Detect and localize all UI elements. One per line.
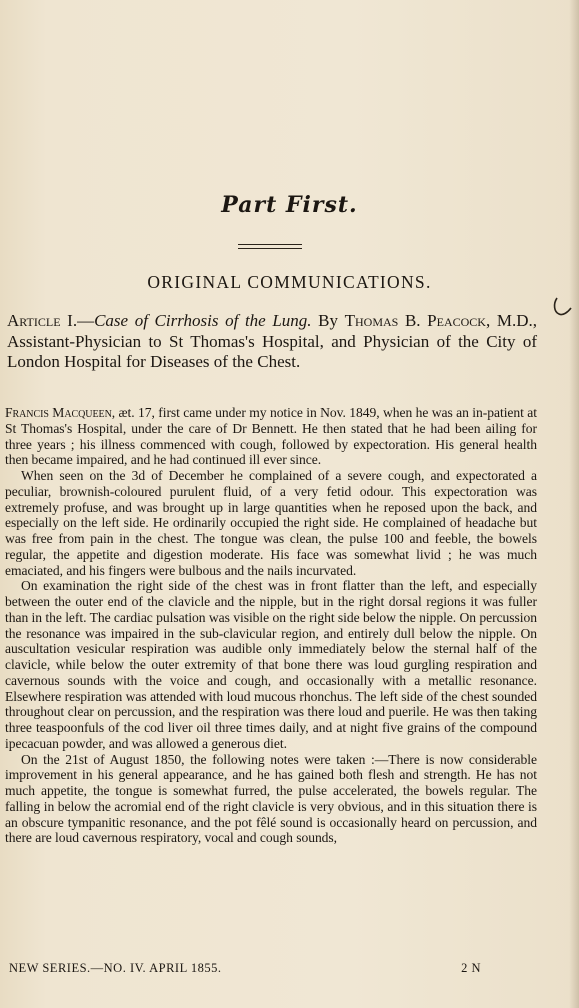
article-author-details: M.D., Assistant-Physician to St Thomas's Hospital, and Physician of the City of London Hospital for Diseases of the Chest. [7, 311, 537, 371]
paragraph-4: On the 21st of August 1850, the following notes were taken :—There is now considerable improvement in his general appearance, and he has gained both flesh and strength. He has not much appetite, the tongue is somewhat furred, the pulse accelerated, the bowels regular. The falling in below the acromial end of the right clavicle is very obvious, and in this situation there is an obscure tympanitic resonance, and the pot fêlé sound is occasionally heard on percussion, and there are loud cavernous respiratory, vocal and cough sounds, [5, 751, 537, 846]
signature-mark: 2 N [461, 961, 481, 975]
series-line: NEW SERIES.—NO. IV. APRIL 1855. [9, 961, 222, 975]
article-dash: — [77, 311, 95, 330]
article-label: Article I. [7, 311, 78, 330]
part-heading: Part First. [221, 192, 358, 218]
paragraph-1-text: æt. 17, first came under my notice in Nov. 1849, when he was an in-patient at St Thomas's Hospital, under the care of Dr Bennett. He then stated that he had been ailing for three years ; his illness commenced with cough, followed by expectoration. His general health then became impaired, and he had continued ill ever since. [5, 405, 537, 468]
paragraph-3: On examination the right side of the chest was in front flatter than the left, and especially between the outer end of the clavicle and the nipple, but in the right dorsal regions it was fuller than in the left. The cardiac pulsation was visible on the right side below the nipple. On percussion the resonance was impaired in the sub-clavicular region, and entirely dull below the nipple. On auscultation vesicular respiration was audible only immediately below the sternal half of the clavicle, while below the outer extremity of that bone there was loud gurgling respiration and cavernous sounds with the voice and cough, and occasionally with a metallic resonance. Elsewhere respiration was attended with loud mucous rhonchus. The left side of the chest sounded throughout clear on percussion, and the respiration was there loud and puerile. He was then taking three teaspoonfuls of the cod liver oil three times daily, and at night five grains of the compound ipecacuan powder, and was allowed a generous diet. [5, 578, 537, 751]
article-title: Case of Cirrhosis of the Lung. [94, 311, 312, 330]
article-author: Thomas B. Peacock, [344, 311, 491, 330]
paragraph-2: When seen on the 3d of December he complained of a severe cough, and expectorated a peculiar, brownish-coloured purulent fluid, of a very fetid odour. This expectoration was extremely profuse, and was brought up in large quantities when he reposed upon the back, and especially on the left side. He ordinarily occupied the right side. He complained of headache but was free from pain in the chest. The tongue was clean, the pulse 100 and feeble, the bowels regular, the appetite and digestion moderate. His face was somewhat livid ; he was much emaciated, and his fingers were bulbous and the nails incurvated. [5, 468, 537, 578]
margin-pencil-mark-icon [551, 296, 573, 318]
article-heading [7, 311, 537, 373]
page-footer [9, 961, 539, 976]
paragraph-1 [5, 405, 537, 468]
article-by: By [311, 311, 345, 330]
double-rule-bottom [238, 248, 302, 249]
page-edge-shadow [569, 0, 579, 1008]
article-body [5, 405, 537, 846]
section-title: ORIGINAL COMMUNICATIONS. [147, 272, 432, 292]
patient-name: Francis Macqueen, [5, 405, 116, 420]
double-rule-top [238, 244, 302, 245]
